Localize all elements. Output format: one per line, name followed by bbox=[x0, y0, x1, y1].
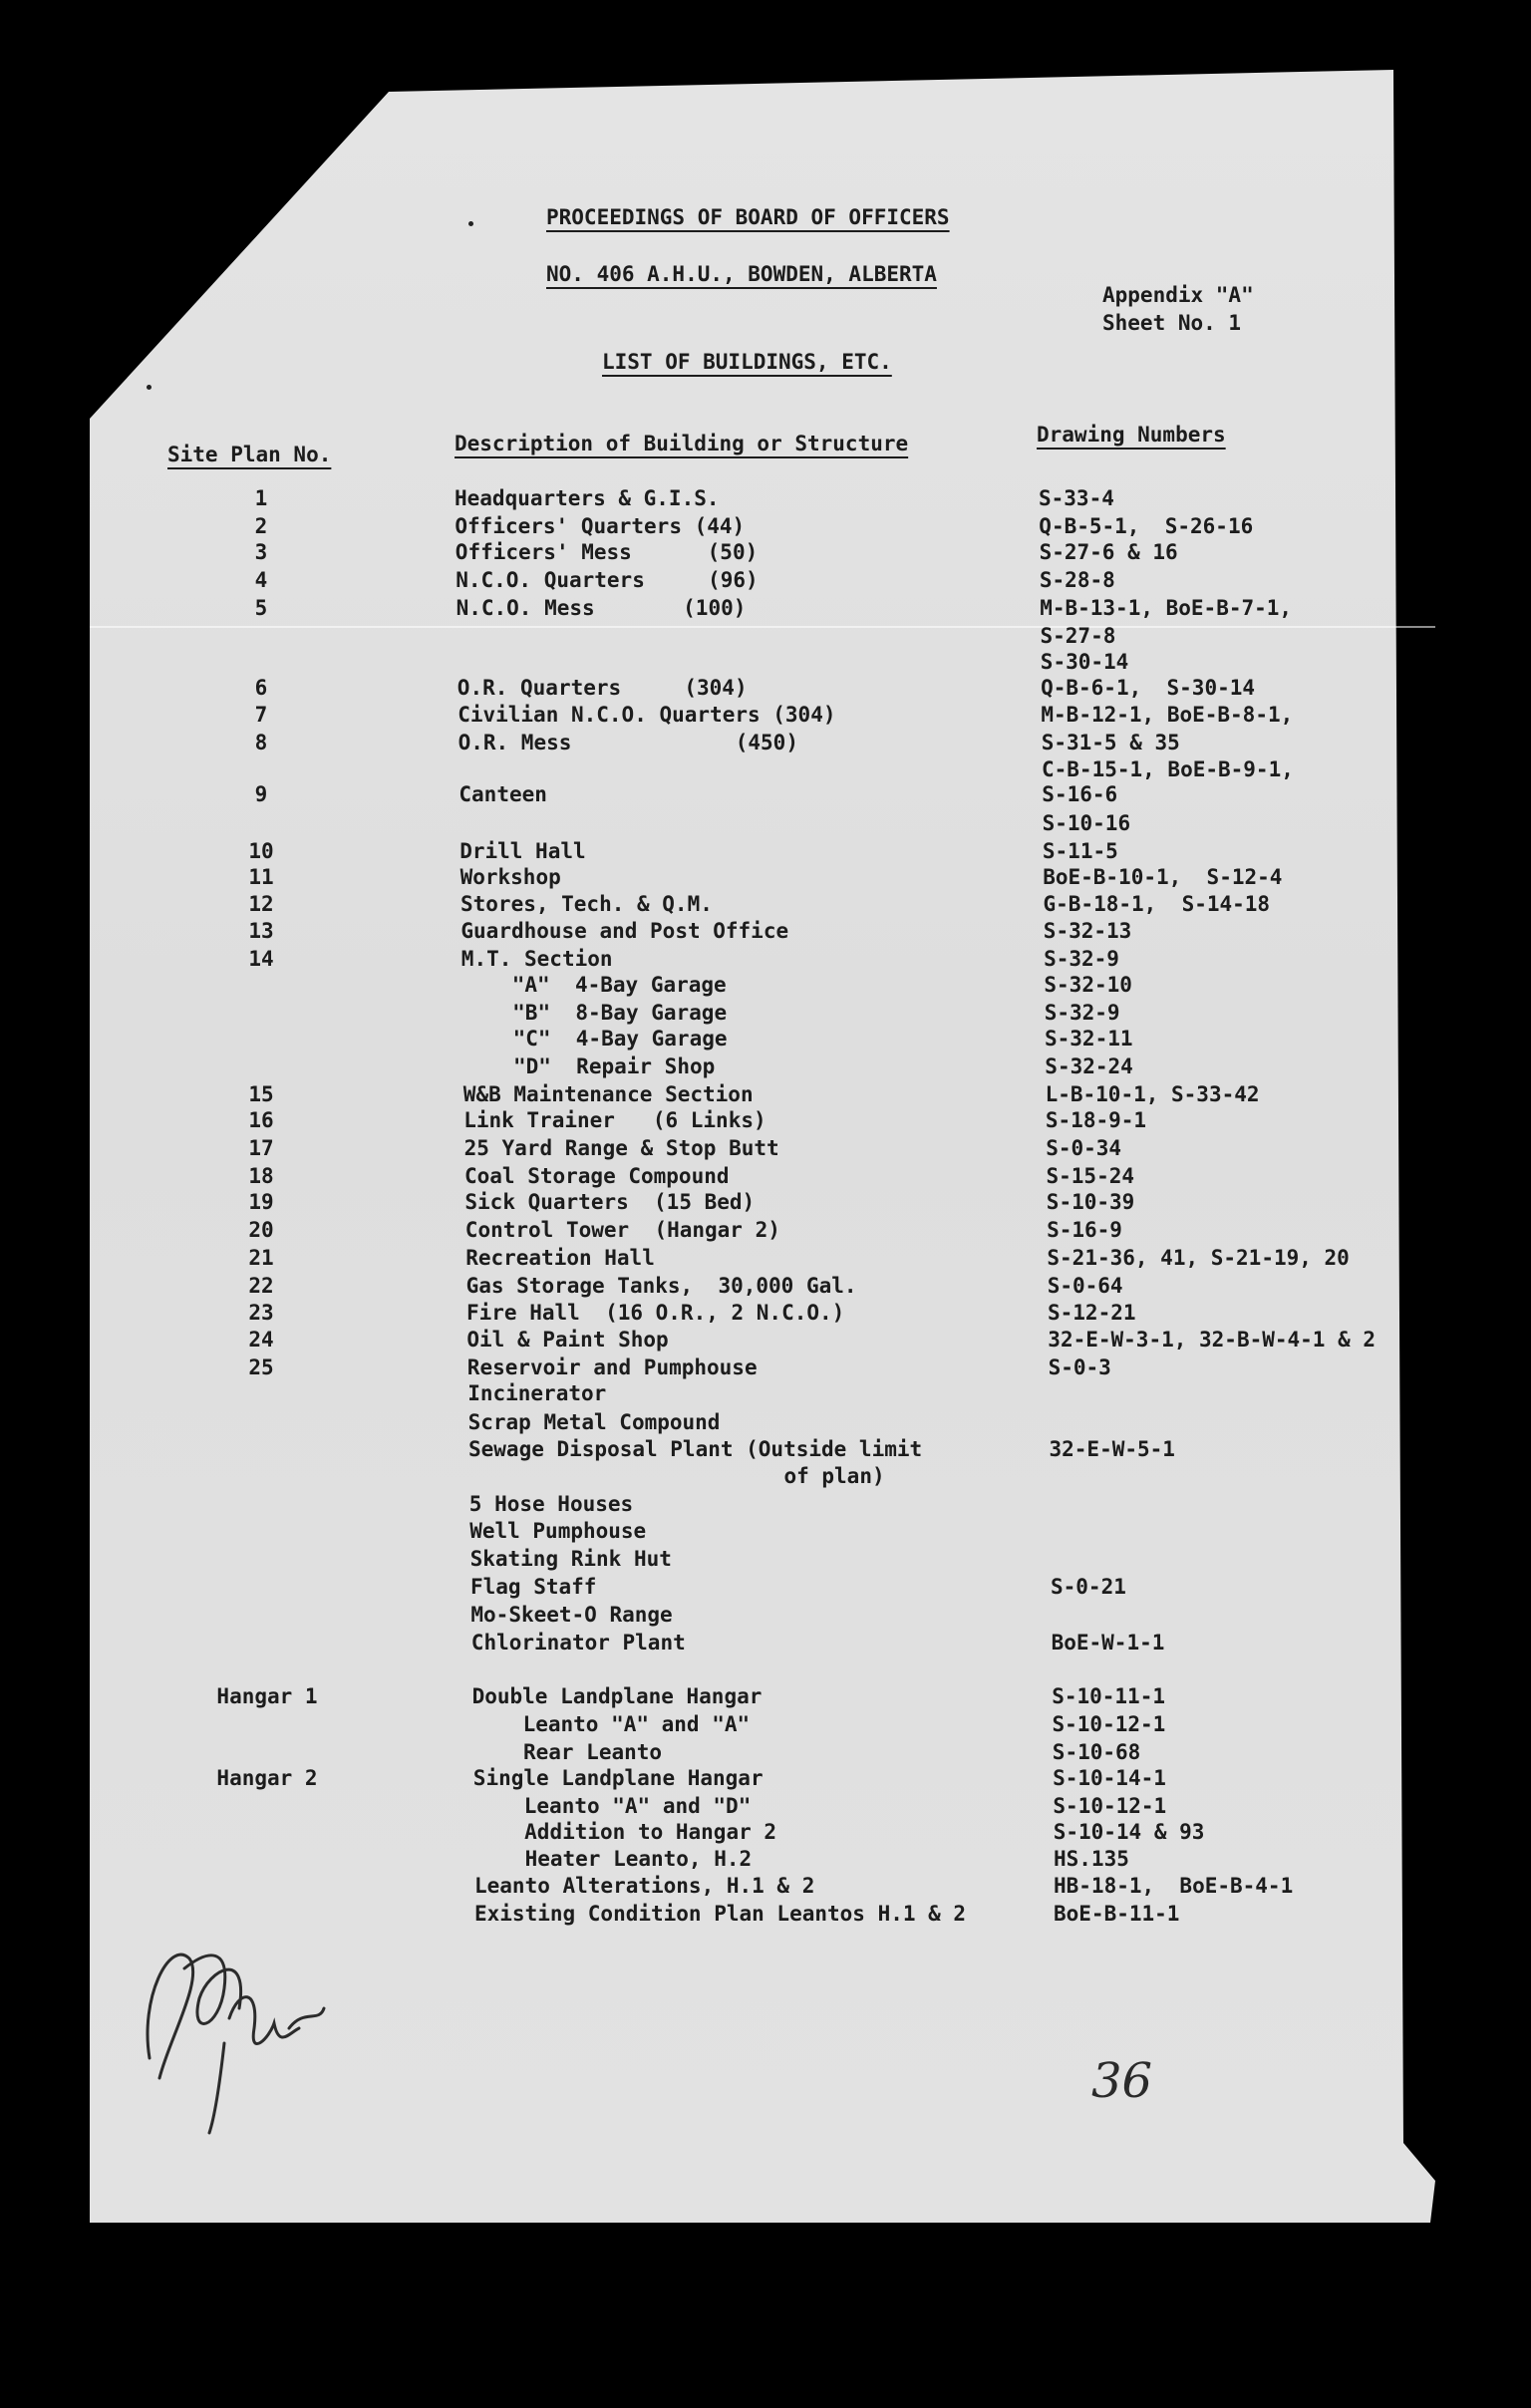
drawing-number: S-16-6 bbox=[1042, 782, 1118, 806]
drawing-number: S-27-8 bbox=[1040, 624, 1116, 648]
building-description: Chlorinator Plant bbox=[470, 1631, 686, 1655]
table-row bbox=[0, 1355, 1531, 1381]
drawing-number: 32-E-W-3-1, 32-B-W-4-1 & 2 bbox=[1048, 1328, 1377, 1352]
table-row bbox=[0, 1492, 1531, 1518]
building-description: Reservoir and Pumphouse bbox=[466, 1355, 758, 1379]
building-description: Scrap Metal Compound bbox=[467, 1410, 721, 1434]
building-description: Fire Hall (16 O.R., 2 N.C.O.) bbox=[466, 1301, 845, 1325]
building-description: Heater Leanto, H.2 bbox=[474, 1847, 753, 1871]
site-plan-number: 24 bbox=[248, 1328, 274, 1352]
drawing-number: S-28-8 bbox=[1039, 568, 1115, 592]
building-description: Gas Storage Tanks, 30,000 Gal. bbox=[465, 1274, 857, 1298]
building-description: Mo-Skeet-O Range bbox=[470, 1603, 673, 1627]
building-description: Flag Staff bbox=[470, 1575, 597, 1599]
drawing-number: S-0-64 bbox=[1047, 1274, 1123, 1298]
building-description: 25 Yard Range & Stop Butt bbox=[463, 1136, 779, 1160]
drawing-number: S-10-12-1 bbox=[1053, 1794, 1167, 1818]
table-row bbox=[0, 514, 1531, 540]
building-description: Drill Hall bbox=[459, 839, 586, 863]
building-description: Control Tower (Hangar 2) bbox=[464, 1218, 780, 1242]
building-description: W&B Maintenance Section bbox=[462, 1082, 754, 1106]
site-plan-number: 15 bbox=[248, 1082, 274, 1106]
table-row bbox=[0, 1190, 1531, 1216]
table-row bbox=[0, 650, 1531, 676]
table-row bbox=[0, 1631, 1531, 1656]
building-description: Link Trainer (6 Links) bbox=[463, 1108, 766, 1132]
drawing-number: S-31-5 & 35 bbox=[1041, 731, 1180, 754]
building-description: O.R. Mess (450) bbox=[458, 731, 798, 754]
drawing-number: M-B-13-1, BoE-B-7-1, bbox=[1040, 596, 1293, 620]
table-row bbox=[0, 811, 1531, 837]
building-description: Recreation Hall bbox=[465, 1246, 655, 1270]
drawing-number: S-32-9 bbox=[1044, 1001, 1120, 1025]
drawing-number: S-32-9 bbox=[1044, 947, 1119, 971]
drawing-number: BoE-W-1-1 bbox=[1051, 1631, 1165, 1655]
drawing-number: Q-B-6-1, S-30-14 bbox=[1041, 676, 1256, 700]
table-row bbox=[0, 1027, 1531, 1053]
drawing-number: S-30-14 bbox=[1040, 650, 1129, 674]
drawing-number: S-32-24 bbox=[1045, 1054, 1133, 1078]
building-description: "B" 8-Bay Garage bbox=[461, 1001, 728, 1025]
drawing-number: S-32-13 bbox=[1043, 919, 1132, 943]
site-plan-number: 7 bbox=[254, 703, 268, 727]
table-row bbox=[0, 1246, 1531, 1272]
table-row bbox=[0, 1874, 1531, 1900]
table-row bbox=[0, 1684, 1531, 1710]
column-header-site-plan: Site Plan No. bbox=[167, 443, 332, 466]
table-row bbox=[0, 1712, 1531, 1738]
drawing-number: S-18-9-1 bbox=[1045, 1108, 1147, 1132]
site-plan-number: 16 bbox=[248, 1108, 274, 1132]
drawing-number: HB-18-1, BoE-B-4-1 bbox=[1054, 1874, 1294, 1898]
building-description: Workshop bbox=[459, 865, 561, 889]
list-title: LIST OF BUILDINGS, ETC. bbox=[602, 350, 892, 374]
drawing-number: S-10-14 & 93 bbox=[1053, 1820, 1205, 1844]
building-description: O.R. Quarters (304) bbox=[457, 676, 748, 700]
drawing-number: S-32-10 bbox=[1044, 973, 1132, 997]
table-row bbox=[0, 540, 1531, 566]
building-description: of plan) bbox=[468, 1464, 885, 1488]
site-plan-number: 25 bbox=[248, 1355, 274, 1379]
drawing-number: 32-E-W-5-1 bbox=[1049, 1437, 1175, 1461]
building-description: Addition to Hangar 2 bbox=[473, 1820, 777, 1844]
building-description: Stores, Tech. & Q.M. bbox=[460, 892, 713, 916]
table-row bbox=[0, 703, 1531, 729]
building-description: Skating Rink Hut bbox=[469, 1547, 672, 1571]
document-title: PROCEEDINGS OF BOARD OF OFFICERS bbox=[546, 205, 950, 229]
building-description: Single Landplane Hangar bbox=[472, 1766, 764, 1790]
building-description: Guardhouse and Post Office bbox=[460, 919, 789, 943]
building-description: Sick Quarters (15 Bed) bbox=[464, 1190, 756, 1214]
site-plan-number: 11 bbox=[248, 865, 274, 889]
site-plan-number: 20 bbox=[248, 1218, 274, 1242]
table-row bbox=[0, 1108, 1531, 1134]
building-description: Leanto "A" and "D" bbox=[473, 1794, 752, 1818]
speck bbox=[147, 385, 152, 390]
site-plan-number: 19 bbox=[248, 1190, 274, 1214]
site-plan-number: 1 bbox=[254, 486, 268, 510]
drawing-number: S-10-11-1 bbox=[1052, 1684, 1165, 1708]
table-row bbox=[0, 1820, 1531, 1846]
table-row bbox=[0, 1164, 1531, 1190]
drawing-number: BoE-B-11-1 bbox=[1054, 1902, 1180, 1926]
building-description: M.T. Section bbox=[460, 947, 613, 971]
site-plan-number: 18 bbox=[248, 1164, 274, 1188]
table-row bbox=[0, 1902, 1531, 1928]
building-description: Coal Storage Compound bbox=[464, 1164, 730, 1188]
drawing-number: S-32-11 bbox=[1045, 1027, 1133, 1051]
drawing-number: S-21-36, 41, S-21-19, 20 bbox=[1047, 1246, 1350, 1270]
site-plan-number: 13 bbox=[248, 919, 274, 943]
table-row bbox=[0, 1547, 1531, 1573]
building-description: Officers' Mess (50) bbox=[455, 540, 759, 564]
table-row bbox=[0, 1301, 1531, 1327]
table-row bbox=[0, 1657, 1531, 1683]
table-row bbox=[0, 676, 1531, 702]
building-description: Civilian N.C.O. Quarters (304) bbox=[458, 703, 836, 727]
drawing-number: G-B-18-1, S-14-18 bbox=[1043, 892, 1271, 916]
drawing-number: S-10-68 bbox=[1052, 1740, 1141, 1764]
table-row bbox=[0, 1847, 1531, 1873]
speck bbox=[468, 221, 473, 226]
drawing-number: S-0-3 bbox=[1048, 1355, 1111, 1379]
table-row bbox=[0, 1082, 1531, 1108]
appendix-label: Appendix "A" bbox=[1102, 283, 1254, 307]
building-description: 5 Hose Houses bbox=[468, 1492, 634, 1516]
drawing-number: S-27-6 & 16 bbox=[1039, 540, 1178, 564]
table-row bbox=[0, 596, 1531, 622]
building-description: Headquarters & G.I.S. bbox=[455, 486, 720, 510]
building-description: N.C.O. Mess (100) bbox=[456, 596, 747, 620]
table-row bbox=[0, 973, 1531, 999]
table-row bbox=[0, 1218, 1531, 1244]
building-description: N.C.O. Quarters (96) bbox=[456, 568, 759, 592]
table-row bbox=[0, 1464, 1531, 1490]
drawing-number: S-15-24 bbox=[1046, 1164, 1135, 1188]
table-row bbox=[0, 731, 1531, 756]
building-description: Leanto Alterations, H.1 & 2 bbox=[474, 1874, 815, 1898]
drawing-number: Q-B-5-1, S-26-16 bbox=[1039, 514, 1254, 538]
table-row bbox=[0, 839, 1531, 865]
table-row bbox=[0, 1740, 1531, 1766]
building-description: Leanto "A" and "A" bbox=[472, 1712, 751, 1736]
table-row bbox=[0, 1437, 1531, 1463]
site-plan-number: Hangar 1 bbox=[216, 1684, 318, 1708]
drawing-number: S-0-21 bbox=[1051, 1575, 1126, 1599]
drawing-number: S-0-34 bbox=[1046, 1136, 1122, 1160]
drawing-number: S-10-14-1 bbox=[1053, 1766, 1166, 1790]
site-plan-number: 9 bbox=[254, 782, 268, 806]
site-plan-number: 3 bbox=[254, 540, 268, 564]
site-plan-number: 21 bbox=[248, 1246, 274, 1270]
site-plan-number: 6 bbox=[254, 676, 268, 700]
table-row bbox=[0, 1054, 1531, 1080]
table-row bbox=[0, 1381, 1531, 1407]
building-description: "D" Repair Shop bbox=[462, 1054, 716, 1078]
building-description: "A" 4-Bay Garage bbox=[461, 973, 727, 997]
building-description: Oil & Paint Shop bbox=[466, 1328, 669, 1352]
table-row bbox=[0, 1603, 1531, 1629]
site-plan-number: 4 bbox=[254, 568, 268, 592]
site-plan-number: 22 bbox=[248, 1274, 274, 1298]
drawing-number: HS.135 bbox=[1054, 1847, 1129, 1871]
table-row bbox=[0, 1328, 1531, 1354]
table-row bbox=[0, 865, 1531, 891]
building-description: "C" 4-Bay Garage bbox=[462, 1027, 728, 1051]
unit-heading: NO. 406 A.H.U., BOWDEN, ALBERTA bbox=[546, 262, 937, 286]
site-plan-number: 5 bbox=[254, 596, 268, 620]
drawing-number: M-B-12-1, BoE-B-8-1, bbox=[1041, 703, 1294, 727]
site-plan-number: 17 bbox=[248, 1136, 274, 1160]
table-row bbox=[0, 757, 1531, 783]
building-description: Existing Condition Plan Leantos H.1 & 2 bbox=[474, 1902, 967, 1926]
handwritten-page-number: 36 bbox=[1091, 2053, 1153, 2109]
sheet-number: Sheet No. 1 bbox=[1102, 311, 1242, 335]
drawing-number: S-10-16 bbox=[1042, 811, 1131, 835]
site-plan-number: 14 bbox=[248, 947, 274, 971]
table-row bbox=[0, 892, 1531, 918]
drawing-number: S-33-4 bbox=[1039, 486, 1114, 510]
table-row bbox=[0, 919, 1531, 945]
building-description: Double Landplane Hangar bbox=[471, 1684, 763, 1708]
building-description: Canteen bbox=[459, 782, 547, 806]
table-row bbox=[0, 1794, 1531, 1820]
site-plan-number: 8 bbox=[254, 731, 268, 754]
table-row bbox=[0, 624, 1531, 650]
drawing-number: S-16-9 bbox=[1047, 1218, 1122, 1242]
drawing-number: S-10-12-1 bbox=[1052, 1712, 1166, 1736]
drawing-number: BoE-B-10-1, S-12-4 bbox=[1043, 865, 1283, 889]
table-row bbox=[0, 1274, 1531, 1300]
building-description: Incinerator bbox=[467, 1381, 607, 1405]
site-plan-number: Hangar 2 bbox=[216, 1766, 318, 1790]
site-plan-number: 2 bbox=[254, 514, 268, 538]
site-plan-number: 10 bbox=[248, 839, 274, 863]
drawing-number: S-10-39 bbox=[1046, 1190, 1135, 1214]
table-row bbox=[0, 568, 1531, 594]
table-row bbox=[0, 1136, 1531, 1162]
drawing-number: S-11-5 bbox=[1042, 839, 1118, 863]
column-header-drawing-numbers: Drawing Numbers bbox=[1037, 423, 1226, 447]
drawing-number: C-B-15-1, BoE-B-9-1, bbox=[1042, 757, 1294, 781]
building-description: Rear Leanto bbox=[472, 1740, 663, 1764]
table-row bbox=[0, 486, 1531, 512]
column-header-description: Description of Building or Structure bbox=[455, 432, 909, 455]
table-row bbox=[0, 1410, 1531, 1436]
handwritten-signature bbox=[130, 1929, 359, 2158]
table-row bbox=[0, 947, 1531, 973]
drawing-number: S-12-21 bbox=[1048, 1301, 1136, 1325]
table-row bbox=[0, 1766, 1531, 1792]
building-description: Well Pumphouse bbox=[469, 1519, 647, 1543]
table-row bbox=[0, 782, 1531, 808]
site-plan-number: 12 bbox=[248, 892, 274, 916]
table-row bbox=[0, 1001, 1531, 1027]
table-row bbox=[0, 1519, 1531, 1545]
building-description: Sewage Disposal Plant (Outside limit bbox=[468, 1437, 923, 1461]
table-row bbox=[0, 1575, 1531, 1601]
building-description: Officers' Quarters (44) bbox=[455, 514, 746, 538]
site-plan-number: 23 bbox=[248, 1301, 274, 1325]
drawing-number: L-B-10-1, S-33-42 bbox=[1045, 1082, 1260, 1106]
